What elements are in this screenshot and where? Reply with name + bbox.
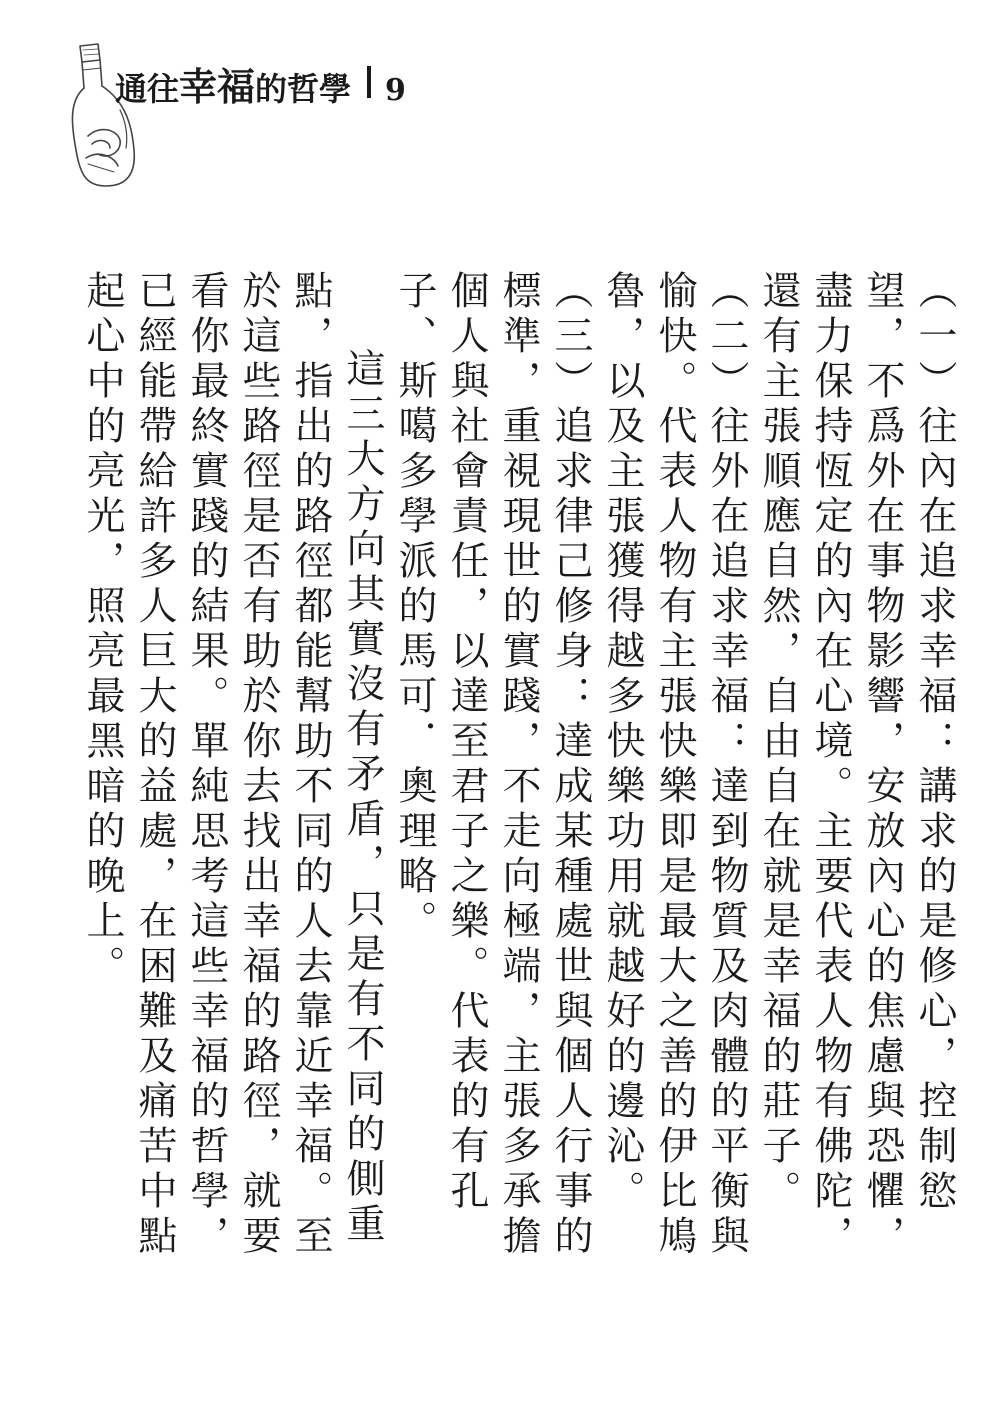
header-title-part: 通往: [115, 70, 180, 108]
list-marker: （一）: [912, 270, 957, 405]
header-separator: [367, 66, 371, 98]
paragraph-text: 這三大方向其實沒有矛盾，只是有不同的側重點，指出的路徑都能幫助不同的人去靠近幸福。至於這些路徑是否有助於你去找出幸福的路徑，就要看你最終實踐的結果。單純思考這些幸福的哲學，已經能帶給許多人巨大的益處，在困難及痛苦中點起心中的亮光，照亮最黑暗的晚上。: [80, 270, 385, 1260]
list-item: [752, 270, 960, 1270]
list-item-text: 往內在追求幸福：講求的是修心，控制慾望，不爲外在事物影響，安放內心的焦慮與恐懼，盡力保持恆定的內在心境。主要代表人物有佛陀，還有主張順應自然，自由自在就是幸福的莊子。: [756, 270, 957, 1260]
list-item: [596, 270, 752, 1270]
list-item: [388, 270, 596, 1270]
list-item-text: 追求律己修身：達成某種處世與個人行事的標準，重視現世的實踐，不走向極端，主張多承擔個人與社會責任，以達至君子之樂。代表的有孔子、斯噶多學派的馬可．奧理略。: [392, 270, 593, 1260]
paragraph: [76, 270, 388, 1270]
running-header: [115, 56, 406, 108]
page-number: 9: [385, 73, 406, 108]
list-item-text: 往外在追求幸福：達到物質及肉體的平衡與愉快。代表人物有主張快樂即是最大之善的伊比鳩魯，以及主張獲得越多快樂功用就越好的邊沁。: [600, 270, 749, 1260]
list-marker: （二）: [704, 270, 749, 405]
header-title-part: 的哲學: [255, 70, 352, 108]
list-marker: （三）: [548, 270, 593, 405]
header-title-emphasis: 幸福: [179, 64, 256, 109]
body-text: [80, 270, 960, 1270]
